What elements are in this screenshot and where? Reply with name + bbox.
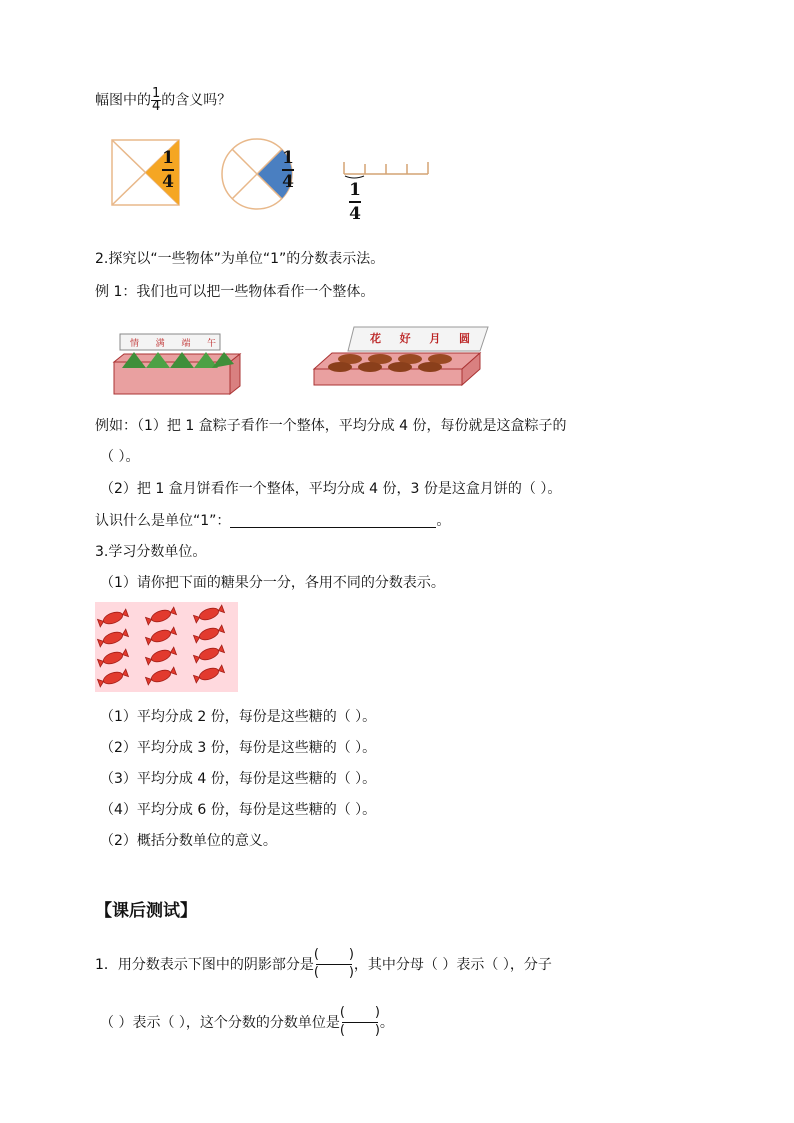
section3-item: （4）平均分成 6 份，每份是这些糖的（ ）。 (100, 802, 377, 818)
intro-frac-den: 4 (152, 99, 161, 114)
mooncake-sign-char: 花 (370, 332, 381, 345)
circle-frac-num: 1 (282, 148, 294, 168)
zongzi-sign (130, 336, 216, 349)
mooncake-sign-char: 月 (429, 332, 441, 345)
intro-question (95, 88, 231, 113)
answer-fraction-box[interactable] (314, 948, 354, 982)
intro-frac-num: 1 (152, 86, 161, 101)
test-q1-row1 (95, 948, 552, 982)
segment-frac-den: 4 (349, 203, 361, 224)
test-q1-text-c: （ ）表示（ ），这个分数的分数单位是 (100, 1015, 340, 1031)
unit-prompt-text: 认识什么是单位“1”： (95, 513, 231, 529)
test-q1-row2 (100, 1006, 394, 1040)
section3-item: （1）平均分成 2 份，每份是这些糖的（ ）。 (100, 709, 377, 725)
segment-line-figure (340, 154, 432, 180)
intro-suffix: 的含义吗？ (161, 92, 232, 109)
section3-summary: （2）概括分数单位的意义。 (100, 833, 277, 849)
test-title: 【课后测试】 (95, 901, 197, 921)
intro-prefix: 幅图中的 (95, 92, 151, 109)
section3-task: （1）请你把下面的糖果分一分，各用不同的分数表示。 (100, 575, 445, 591)
unit-fraction-box[interactable] (340, 1006, 380, 1040)
test-q1-text-b: ，其中分母（ ）表示（ ），分子 (353, 957, 552, 973)
mooncake-sign-char: 好 (399, 332, 411, 345)
unit-prompt-end: 。 (436, 513, 451, 529)
segment-frac-num: 1 (349, 180, 361, 200)
paren-right: ) (374, 1023, 380, 1038)
candies-image (95, 602, 238, 692)
paren-left: ( (313, 965, 319, 980)
section2-q1-line2: （ ）。 (100, 449, 140, 465)
zongzi-sign-char: 满 (155, 339, 165, 349)
square-frac-num: 1 (162, 148, 174, 168)
section2-q1-line1: 例如：（1）把 1 盒粽子看作一个整体，平均分成 4 份，每份就是这盒粽子的 (95, 418, 567, 434)
circle-fraction-label (280, 148, 296, 192)
paren-left: ( (339, 1023, 345, 1038)
intro-fraction (151, 88, 161, 113)
section2-q2: （2）把 1 盒月饼看作一个整体，平均分成 4 份，3 份是这盒月饼的（ ）。 (100, 481, 562, 497)
test-q1-text-a: 1．用分数表示下图中的阴影部分是 (95, 957, 314, 973)
square-frac-den: 4 (162, 171, 174, 192)
circle-frac-den: 4 (282, 171, 294, 192)
zongzi-box-image (112, 330, 242, 396)
paren-right: ) (348, 965, 354, 980)
zongzi-sign-char: 午 (206, 339, 216, 349)
section2-heading: 2.探究以“一些物体”为单位“1”的分数表示法。 (95, 251, 385, 267)
paren-right: ) (348, 947, 354, 962)
paren-left: ( (313, 947, 319, 962)
section3-item: （2）平均分成 3 份，每份是这些糖的（ ）。 (100, 740, 377, 756)
section2-example-intro: 例 1：我们也可以把一些物体看作一个整体。 (95, 284, 375, 300)
section3-item: （3）平均分成 4 份，每份是这些糖的（ ）。 (100, 771, 377, 787)
mooncake-sign (370, 330, 470, 346)
paren-left: ( (339, 1005, 345, 1020)
mooncake-sign-char: 圆 (458, 332, 470, 345)
zongzi-sign-char: 情 (130, 339, 140, 349)
square-fraction-label (160, 148, 176, 192)
unit-answer-blank[interactable] (230, 512, 436, 528)
segment-fraction-label (347, 180, 363, 224)
zongzi-sign-char: 端 (181, 339, 191, 349)
unit-one-prompt (95, 512, 450, 530)
paren-right: ) (374, 1005, 380, 1020)
section3-heading: 3.学习分数单位。 (95, 544, 207, 560)
test-q1-text-d: 。 (379, 1015, 394, 1031)
mooncake-box-image (312, 323, 490, 389)
